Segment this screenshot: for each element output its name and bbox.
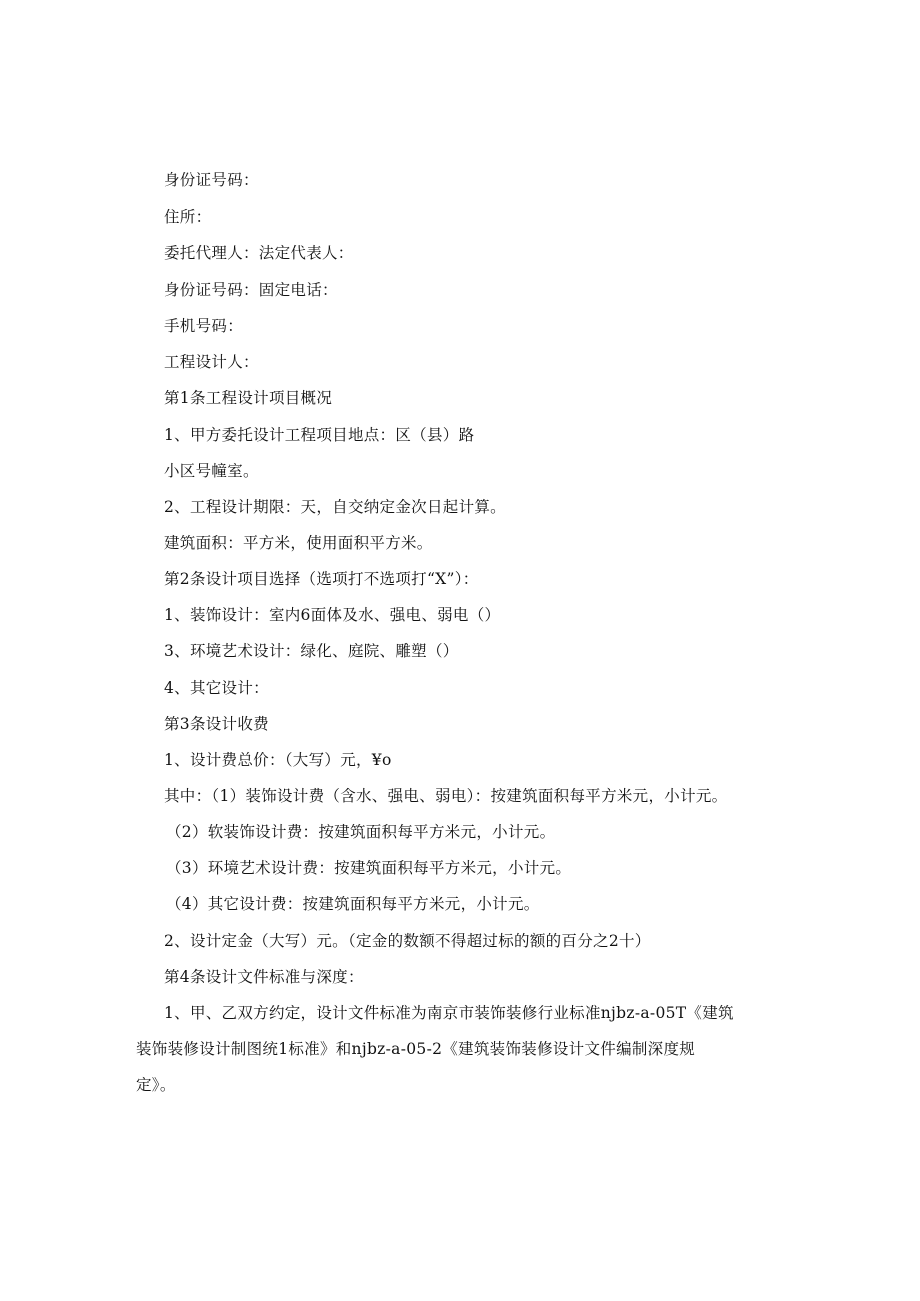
- building-area-line: 建筑面积：平方米，使用面积平方米。: [164, 534, 433, 552]
- deposit-line: 2、设计定金（大写）元。（定金的数额不得超过标的额的百分之2十）: [164, 932, 651, 950]
- fee-item-2-line: （2）软装饰设计费：按建筑面积每平方米元，小计元。: [166, 823, 556, 841]
- id-phone-line: 身份证号码：固定电话：: [164, 281, 338, 299]
- standard-paragraph-line-2: 装饰装修设计制图统1标准》和njbz-a-05-2《建筑装饰装修设计文件编制深度规: [136, 1040, 696, 1058]
- standard-paragraph-line-3: 定》。: [136, 1076, 176, 1094]
- fee-item-1-line: 其中：（1）装饰设计费（含水、强电、弱电）：按建筑面积每平方米元，小计元。: [164, 787, 728, 805]
- article-3-heading: 第3条设计收费: [164, 715, 269, 733]
- other-design-line: 4、其它设计：: [164, 679, 269, 697]
- mobile-line: 手机号码：: [164, 317, 244, 335]
- fee-item-4-line: （4）其它设计费：按建筑面积每平方米元，小计元。: [166, 895, 540, 913]
- agent-line: 委托代理人：法定代表人：: [164, 244, 354, 262]
- article-1-heading: 第1条工程设计项目概况: [164, 389, 333, 407]
- fee-item-3-line: （3）环境艺术设计费：按建筑面积每平方米元，小计元。: [166, 859, 572, 877]
- article-4-heading: 第4条设计文件标准与深度：: [164, 968, 364, 986]
- designer-line: 工程设计人：: [164, 353, 259, 371]
- id-number-line: 身份证号码：: [164, 171, 259, 189]
- address-line: 住所：: [164, 208, 212, 226]
- project-location-line: 1、甲方委托设计工程项目地点：区（县）路: [164, 426, 475, 444]
- decoration-design-line: 1、装饰设计：室内6面体及水、强电、弱电（）: [164, 606, 501, 624]
- project-unit-line: 小区号幢室。: [164, 462, 259, 480]
- total-fee-line: 1、设计费总价：（大写）元，¥o: [164, 751, 392, 769]
- design-period-line: 2、工程设计期限：天，自交纳定金次日起计算。: [164, 498, 506, 516]
- environment-design-line: 3、环境艺术设计：绿化、庭院、雕塑（）: [164, 642, 459, 660]
- article-2-heading: 第2条设计项目选择（选项打不选项打“X”）：: [164, 570, 479, 588]
- standard-paragraph-line-1: 1、甲、乙双方约定，设计文件标准为南京市装饰装修行业标准njbz-a-05T《建筑: [164, 1004, 734, 1022]
